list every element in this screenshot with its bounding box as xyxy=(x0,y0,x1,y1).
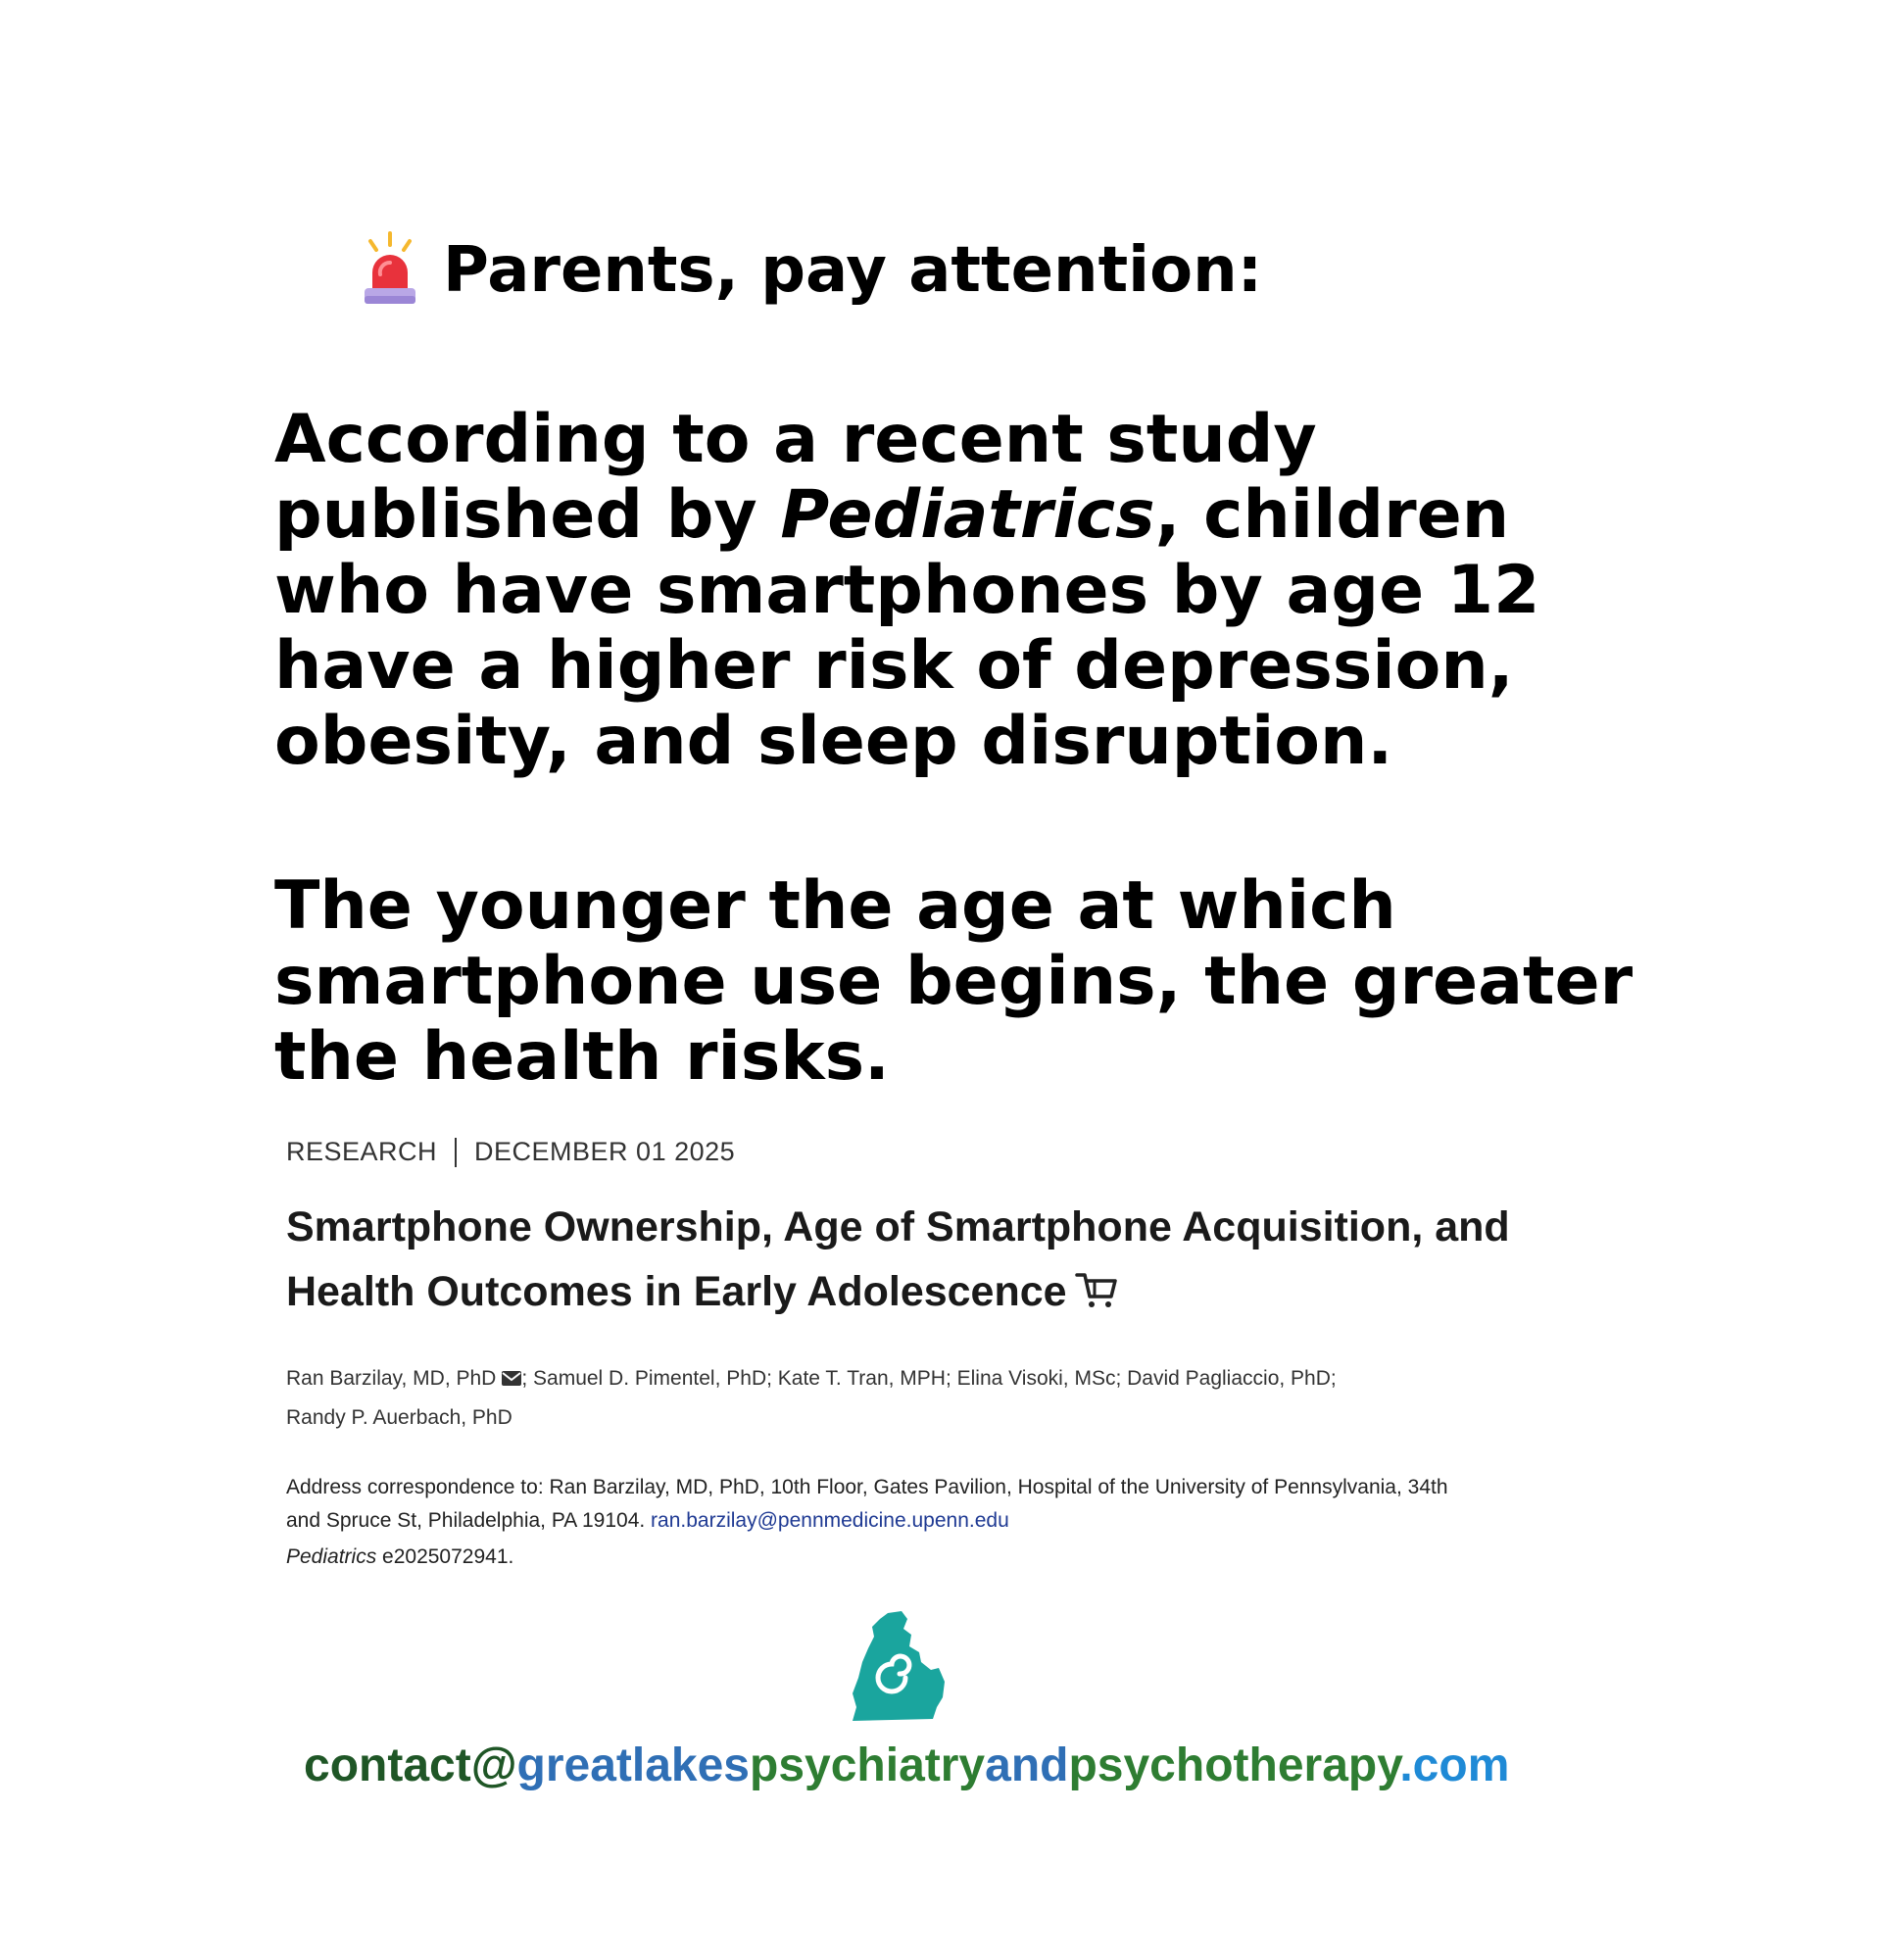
journal-citation: Pediatrics e2025072941. xyxy=(286,1545,514,1568)
corresponding-author[interactable]: Ran Barzilay, MD, PhD xyxy=(286,1367,497,1390)
headline xyxy=(359,231,1262,310)
author-list: Ran Barzilay, MD, PhD ; Samuel D. Pimentel, PhD; Kate T. Tran, MPH; Elina Visoki, MSc; David Pagliaccio, PhD; Randy P. Auerbach, PhD xyxy=(286,1367,1337,1429)
cart-icon[interactable] xyxy=(1075,1270,1118,1309)
conclusion-line-3: the health risks. xyxy=(274,1018,890,1096)
paper-title[interactable]: Smartphone Ownership, Age of Smartphone Acquisition, and Health Outcomes in Early Adolescence xyxy=(286,1203,1510,1315)
intro-line-1: According to a recent study xyxy=(274,401,1317,478)
intro-line-5: obesity, and sleep disruption. xyxy=(274,703,1393,780)
publication-date: DECEMBER 01 2025 xyxy=(474,1137,736,1166)
correspondence-address: Address correspondence to: Ran Barzilay, MD, PhD, 10th Floor, Gates Pavilion, Hospital of the University of Pennsylvania, 34th and Spruce St, Philadelphia, PA 19104. ran.barzilay@pennmedicine.upenn.edu xyxy=(286,1476,1448,1532)
intro-line-4: have a higher risk of depression, xyxy=(274,627,1514,705)
paper-citation-card xyxy=(286,1137,1619,1569)
mail-icon[interactable] xyxy=(502,1371,521,1386)
conclusion-line-2: smartphone use begins, the greater xyxy=(274,943,1634,1020)
conclusion-line-1: The younger the age at which xyxy=(274,867,1396,945)
intro-line-2: published by Pediatrics, children xyxy=(274,476,1510,554)
headline-text: Parents, pay attention: xyxy=(443,234,1263,307)
intro-line-3: who have smartphones by age 12 xyxy=(274,552,1540,629)
email-link[interactable]: ran.barzilay@pennmedicine.upenn.edu xyxy=(651,1509,1009,1532)
journal-name: Pediatrics xyxy=(780,476,1155,554)
siren-icon xyxy=(359,231,421,310)
meta-divider xyxy=(455,1138,457,1167)
michigan-logo-icon xyxy=(849,1609,949,1723)
intro-paragraph xyxy=(274,402,1862,779)
contact-email[interactable]: contact@greatlakespsychiatryandpsychotherapy.com xyxy=(304,1740,1510,1791)
conclusion-paragraph xyxy=(274,868,1862,1095)
article-type: RESEARCH xyxy=(286,1137,438,1166)
paper-meta xyxy=(286,1137,1619,1167)
